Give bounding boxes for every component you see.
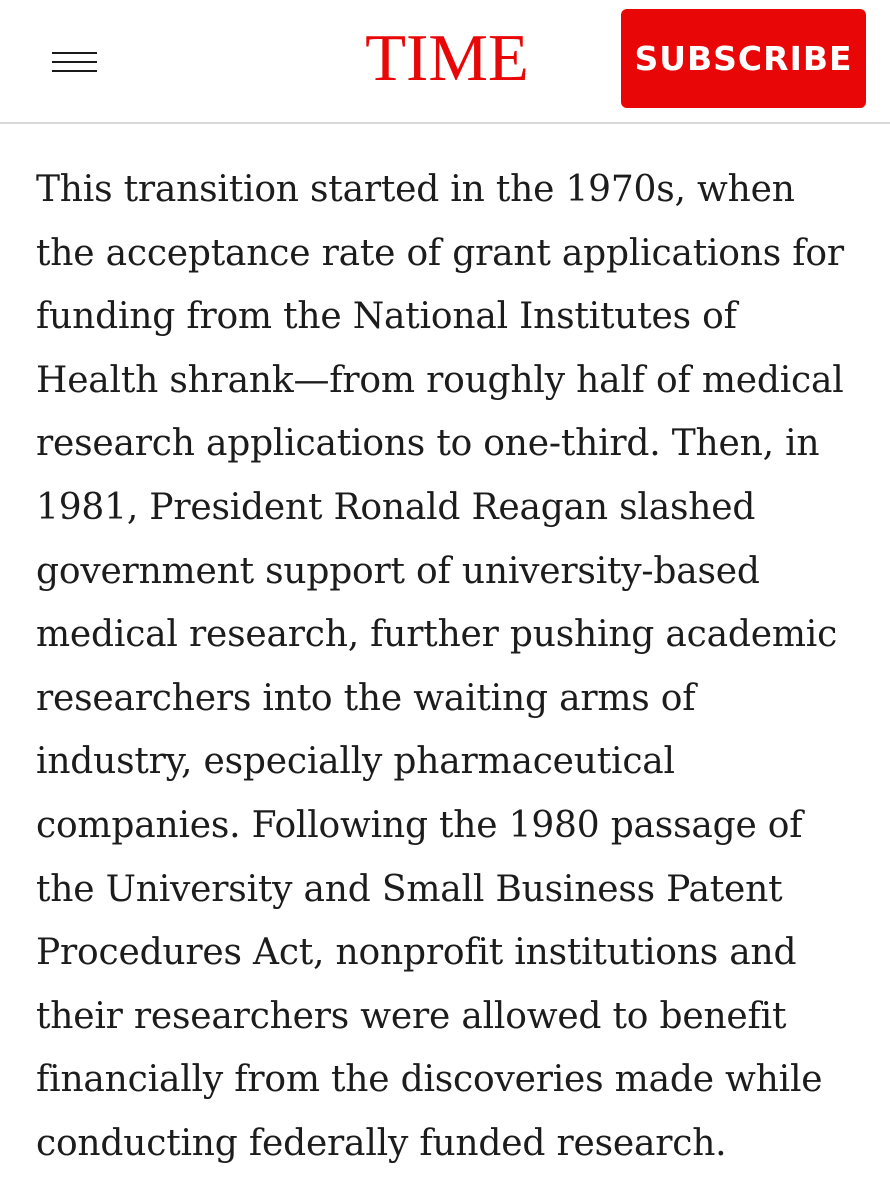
paragraph-line: financially from the discoveries made while (36, 1059, 823, 1101)
paragraph-line: Health shrank—from roughly half of medical (36, 359, 844, 401)
menu-bar (52, 61, 97, 63)
menu-bar (52, 70, 97, 72)
paragraph-line: researchers into the waiting arms of (36, 677, 696, 719)
paragraph-line: This transition started in the 1970s, when (36, 169, 795, 210)
time-logo[interactable]: TIME (365, 21, 529, 95)
paragraph-line: industry, especially pharmaceutical (36, 741, 675, 783)
paragraph-line: Procedures Act, nonprofit institutions and (36, 932, 797, 974)
paragraph-line: funding from the National Institutes of (36, 296, 737, 338)
paragraph-line: government support of university-based (36, 550, 760, 592)
article-body (36, 158, 866, 1176)
paragraph-line: 1981, President Ronald Reagan slashed (36, 486, 756, 528)
paragraph-line: medical research, further pushing academic (36, 614, 838, 656)
article-paragraph (36, 158, 866, 1176)
paragraph-line: companies. Following the 1980 passage of (36, 804, 803, 846)
paragraph-line: the acceptance rate of grant applications for (36, 232, 844, 274)
paragraph-line: the University and Small Business Patent (36, 868, 783, 910)
paragraph-line: research applications to one-third. Then, in (36, 423, 820, 465)
subscribe-button[interactable]: SUBSCRIBE (621, 9, 866, 108)
paragraph-line: their researchers were allowed to benefit (36, 995, 787, 1037)
hamburger-menu-icon[interactable] (44, 40, 106, 84)
menu-bar (52, 52, 97, 54)
site-header (0, 0, 890, 124)
paragraph-line: conducting federally funded research. (36, 1122, 727, 1164)
